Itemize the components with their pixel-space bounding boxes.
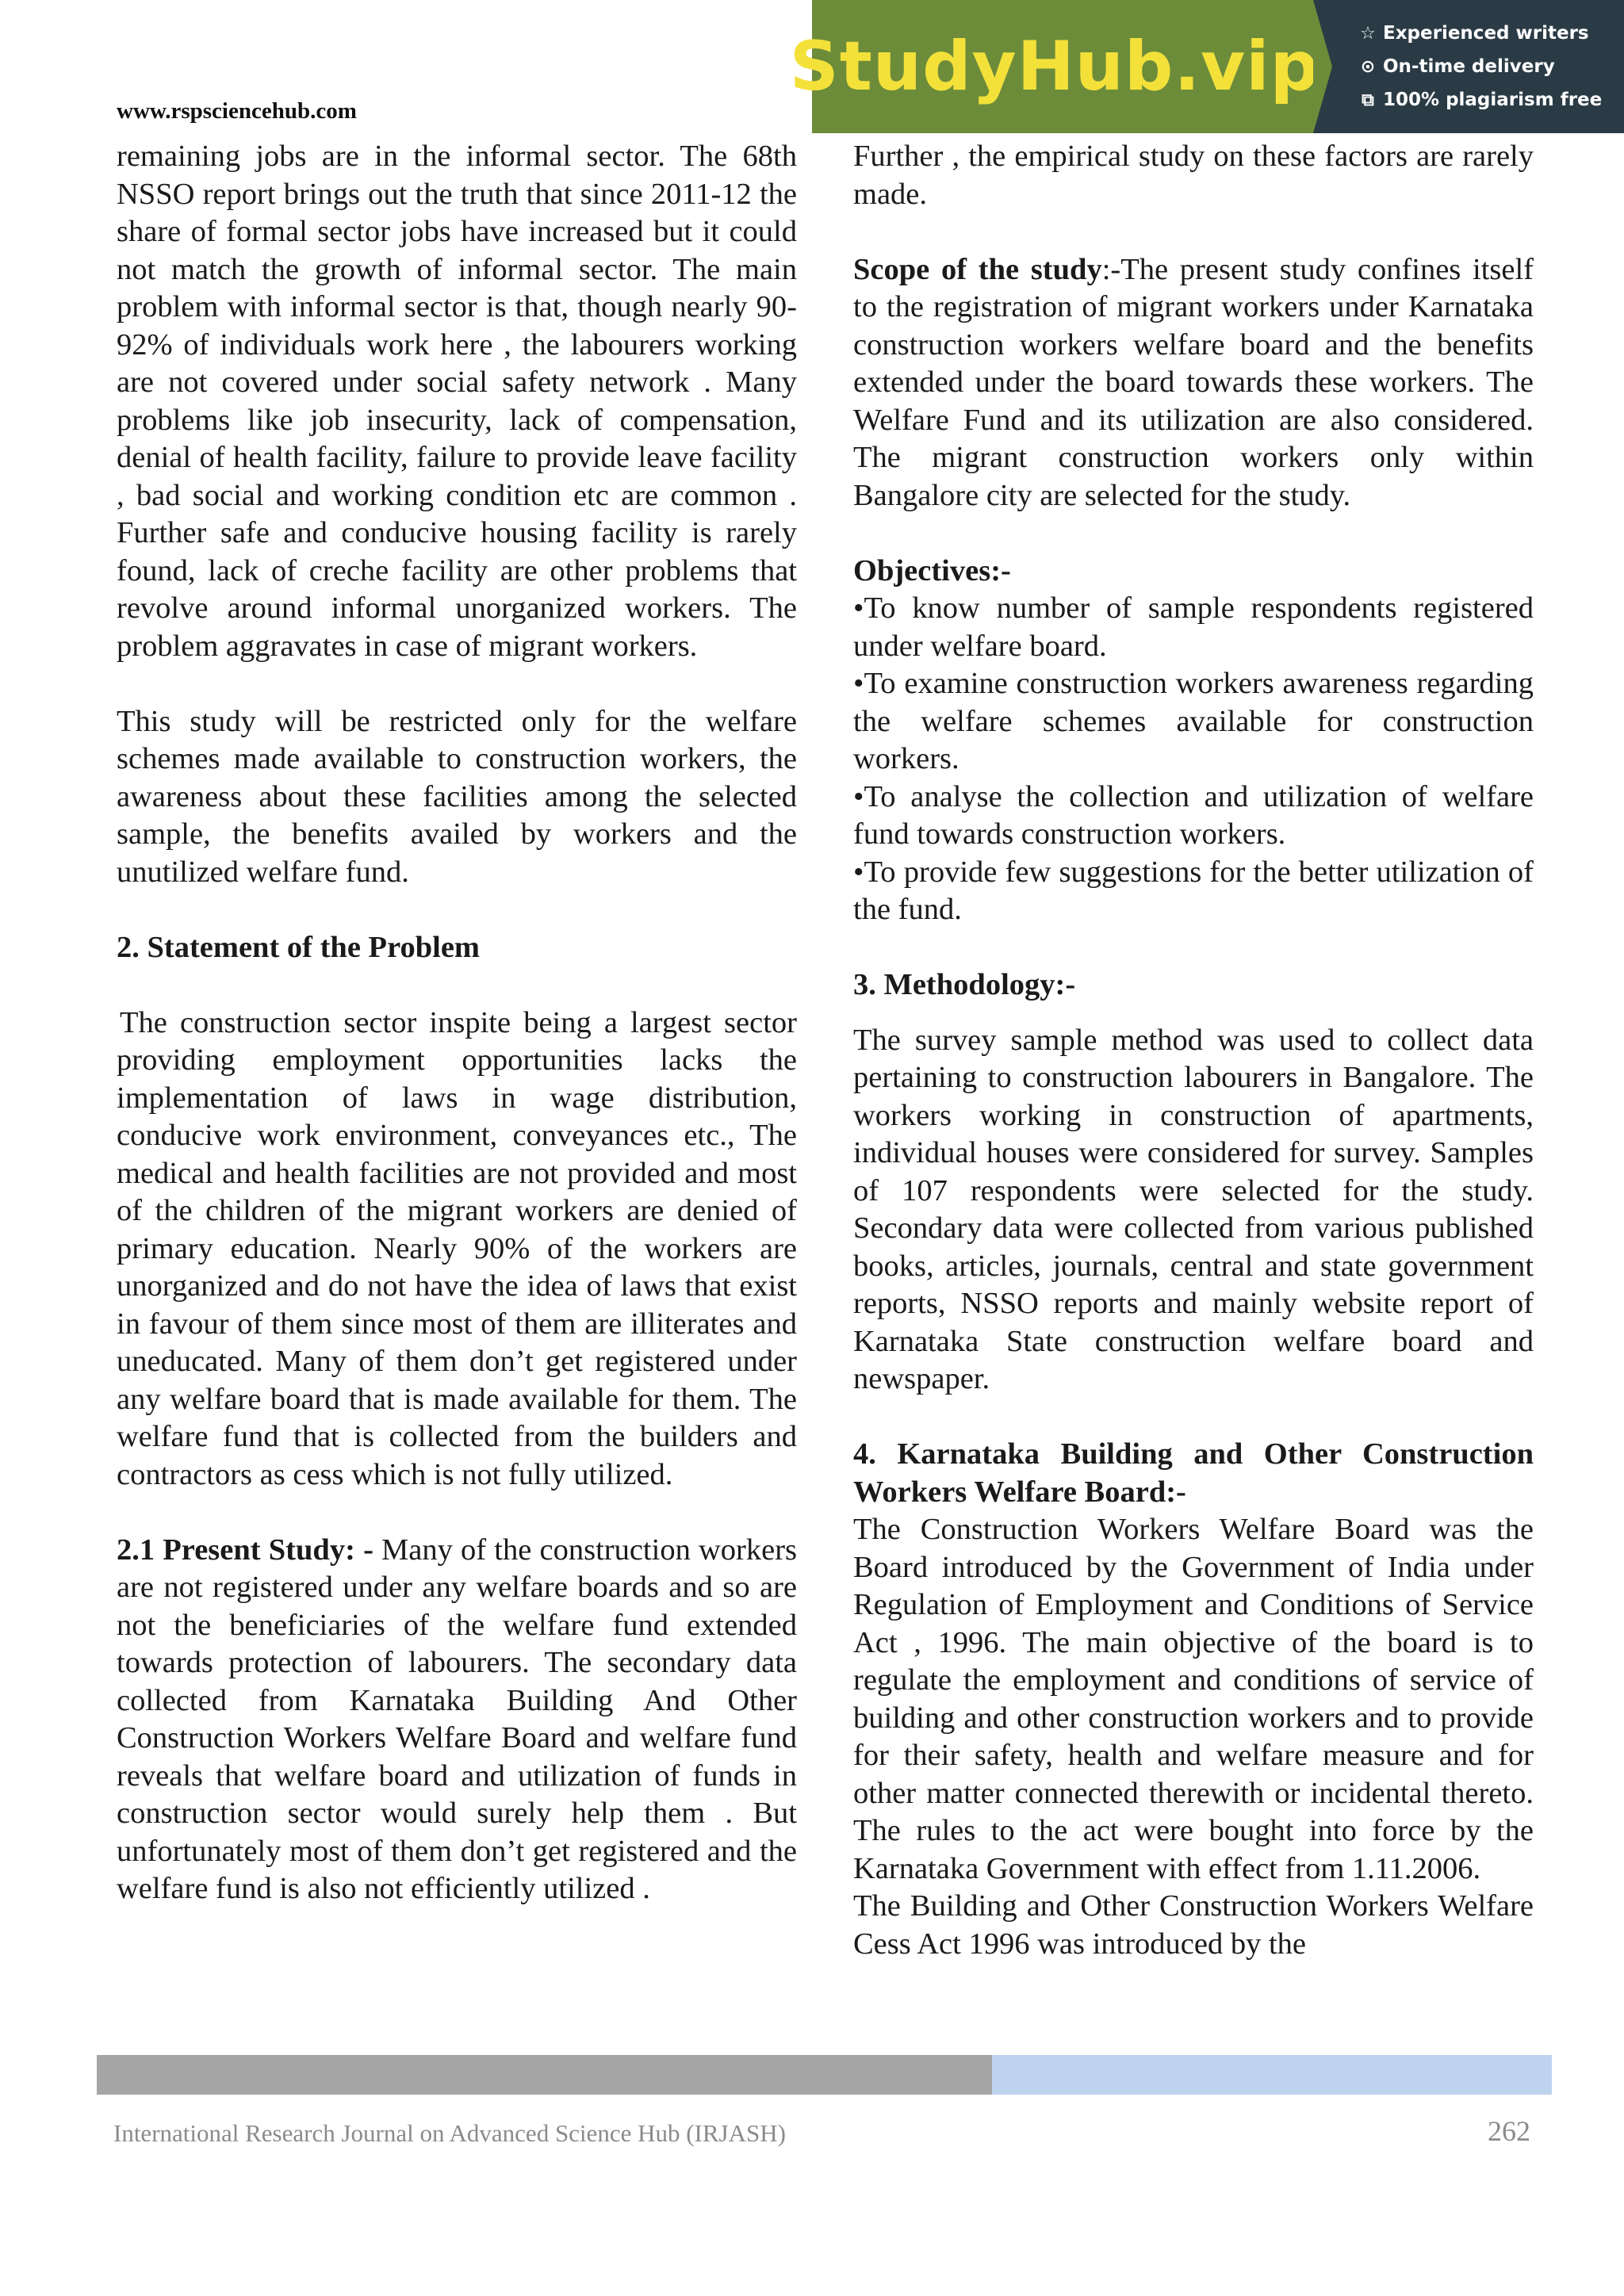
heading-karnataka-board: 4. Karnataka Building and Other Construction Workers Welfare Board:- <box>853 1437 1534 1509</box>
objective-item: •To examine construction workers awareness regarding the welfare schemes available for construction workers. <box>853 667 1534 775</box>
site-url[interactable]: www.rspsciencehub.com <box>117 98 357 124</box>
objective-item: •To provide few suggestions for the better utilization of the fund. <box>853 855 1534 926</box>
footer-bar-gray <box>97 2055 992 2095</box>
page-number: 262 <box>1488 2115 1530 2147</box>
objective-item: •To analyse the collection and utilization of welfare fund towards construction workers. <box>853 779 1534 851</box>
feature-label: Experienced writers <box>1383 23 1589 44</box>
paragraph-study-restriction: This study will be restricted only for the welfare schemes made available to construction workers, the awareness about these facilities among the selected sample, the benefits availed by workers and the unutilized welfare fund. <box>117 704 797 889</box>
paragraph-problem: The construction sector inspite being a largest sector providing employment opportunities lacks the implementation of laws in wage distribution, conducive work environment, conveyances etc., The medical and health facilities are not provided and most of the children of the migrant workers are denied of primary education. Nearly 90% of the workers are unorganized and do not have the idea of laws that exist in favour of them since most of them are illiterates and uneducated. Many of them don’t get registered under any welfare board that is made available for them. The welfare fund that is collected from the builders and contractors as cess which is not fully utilized. <box>117 1005 797 1491</box>
paragraph-cess-act: The Building and Other Construction Workers Welfare Cess Act 1996 was introduced by the <box>853 1889 1534 1961</box>
paragraph-methodology: The survey sample method was used to collect data pertaining to construction labourers in Bangalore. The workers working in construction of apartments, individual houses were considered for survey. Samples of 107 respondents were selected for the study. Secondary data were collected from various published books, articles, journals, central and state government reports, NSSO reports and mainly website report of Karnataka State construction welfare board and newspaper. <box>853 1023 1534 1395</box>
feature-plagiarism-free <box>1358 87 1624 113</box>
heading-objectives: Objectives:- <box>853 553 1011 587</box>
feature-experienced-writers <box>1358 21 1624 46</box>
scope-text: :-The present study confines itself to the registration of migrant workers under Karnataka construction workers welfare board and the benefits extended under the board towards these workers. The Welfare Fund and its utilization are also considered. The migrant construction workers only within Bangalore city are selected for the study. <box>853 252 1534 512</box>
objective-item: •To know number of sample respondents registered under welfare board. <box>853 591 1534 663</box>
studyhub-banner[interactable] <box>789 0 1624 133</box>
heading-methodology: 3. Methodology:- <box>853 968 1076 1001</box>
feature-label: On-time delivery <box>1383 56 1555 77</box>
star-outline-icon: ☆ <box>1360 23 1376 44</box>
clock-icon: ⊙ <box>1360 56 1376 77</box>
feature-label: 100% plagiarism free <box>1383 90 1603 110</box>
footer-journal-name: International Research Journal on Advanced Science Hub (IRJASH) <box>113 2119 786 2147</box>
right-column <box>853 138 1534 1963</box>
scope-label: Scope of the study <box>853 252 1102 286</box>
feature-on-time-delivery <box>1358 54 1624 79</box>
paragraph-present-study <box>117 1532 797 1908</box>
heading-statement-of-problem: 2. Statement of the Problem <box>117 930 480 964</box>
paragraph-scope <box>853 251 1534 515</box>
banner-features <box>1313 0 1624 133</box>
paragraph-informal-sector: remaining jobs are in the informal sector. The 68th NSSO report brings out the truth that since 2011-12 the share of formal sector jobs have increased but it could not match the growth of informal sector. The main problem with informal sector is that, though nearly 90-92% of individuals work here , the labourers working are not covered under social safety network . Many problems like job insecurity, lack of compensation, denial of health facility, failure to provide leave facility , bad social and working condition etc are common . Further safe and conducive housing facility is rarely found, lack of creche facility are other problems that revolve around informal unorganized workers. The problem aggravates in case of migrant workers. <box>117 140 797 663</box>
document-copy-icon: ⧉ <box>1362 90 1374 110</box>
present-study-label: 2.1 Present Study: - <box>117 1533 373 1567</box>
footer-bar-blue <box>992 2055 1552 2095</box>
paragraph-empirical-study: Further , the empirical study on these factors are rarely made. <box>853 140 1534 211</box>
footer-divider-bar <box>97 2055 1552 2095</box>
paragraph-board-intro: The Construction Workers Welfare Board was the Board introduced by the Government of India under Regulation of Employment and Conditions of Service Act , 1996. The main objective of the board is to regulate the employment and conditions of service of building and other construction workers and to provide for their safety, health and welfare measure and for other matter connected therewith or incidental thereto. The rules to the act were bought into force by the Karnataka Government with effect from 1.11.2006. <box>853 1513 1534 1885</box>
left-column <box>117 138 797 1908</box>
studyhub-logo-text: StudyHub.vip <box>789 27 1320 106</box>
present-study-text: Many of the construction workers are not registered under any welfare boards and so are not the beneficiaries of the welfare fund extended towards protection of labourers. The secondary data collected from Karnataka Building And Other Construction Workers Welfare Board and welfare fund reveals that welfare board and utilization of funds in construction sector would surely help them . But unfortunately most of them don’t get registered and the welfare fund is also not efficiently utilized . <box>117 1533 798 1905</box>
studyhub-logo[interactable] <box>789 0 1320 133</box>
